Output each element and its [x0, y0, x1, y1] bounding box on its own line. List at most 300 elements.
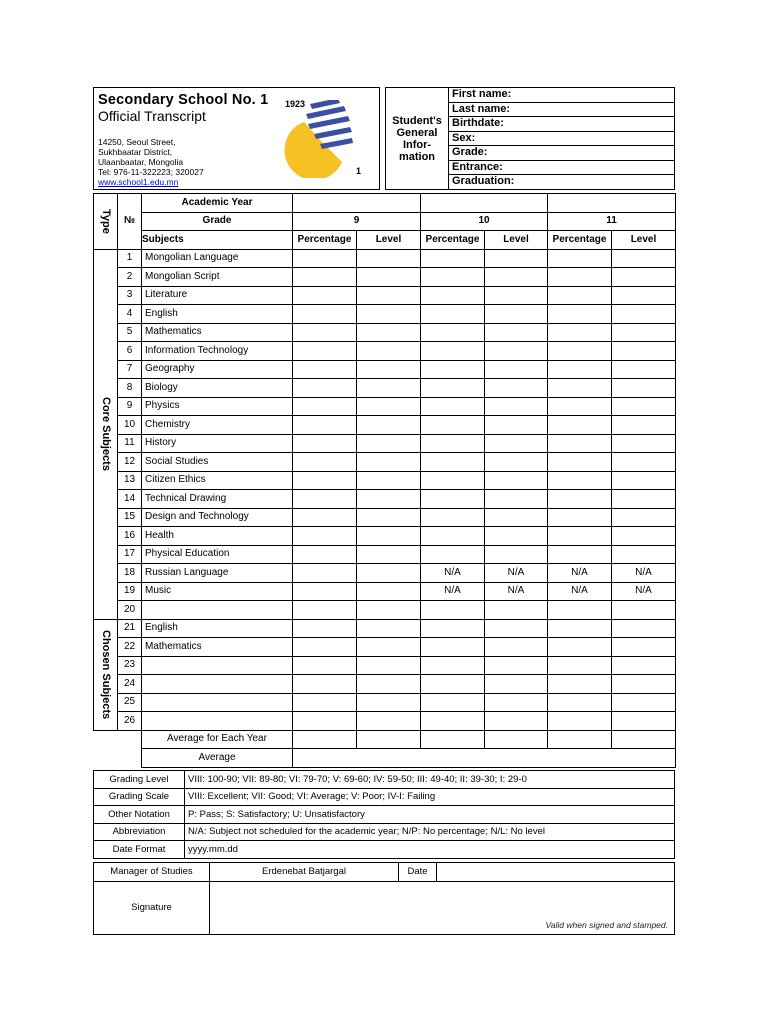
percentage-cell[interactable] [421, 527, 485, 546]
percentage-cell[interactable] [548, 656, 612, 675]
grade-field[interactable]: Grade: [449, 146, 674, 161]
percentage-cell[interactable] [421, 360, 485, 379]
level-cell[interactable] [612, 397, 676, 416]
percentage-cell[interactable] [293, 360, 357, 379]
table-row [94, 582, 676, 601]
level-cell[interactable] [612, 268, 676, 287]
level-cell[interactable] [612, 434, 676, 453]
percentage-cell[interactable] [548, 305, 612, 324]
level-cell[interactable] [357, 471, 421, 490]
subject-number: 21 [118, 619, 142, 638]
address-line: 14250, Seoul Street, [98, 137, 176, 147]
website-link[interactable]: www.school1.edu.mn [98, 177, 179, 187]
grades-table [93, 193, 676, 768]
level-cell[interactable] [485, 693, 548, 712]
level-cell[interactable] [485, 453, 548, 472]
percentage-cell[interactable] [548, 268, 612, 287]
phone-line: Tel: 976-11-322223; 320027 [98, 167, 204, 177]
percentage-cell[interactable] [548, 397, 612, 416]
subject-name: Technical Drawing [142, 490, 293, 509]
table-row [94, 360, 676, 379]
percentage-cell[interactable] [421, 286, 485, 305]
table-row [94, 471, 676, 490]
level-cell[interactable] [612, 638, 676, 657]
legend-label: Other Notation [94, 806, 185, 824]
level-cell[interactable] [357, 490, 421, 509]
core-type-cell [94, 249, 118, 619]
table-row [94, 453, 676, 472]
subject-number: 17 [118, 545, 142, 564]
level-cell[interactable] [357, 453, 421, 472]
legend-value: N/A: Subject not scheduled for the academic year; N/P: No percentage; N/L: No level [185, 823, 675, 841]
average-year-cell[interactable] [421, 730, 485, 749]
subject-name: English [142, 619, 293, 638]
percentage-cell[interactable] [293, 305, 357, 324]
subject-name: Mathematics [142, 323, 293, 342]
percentage-cell[interactable] [421, 712, 485, 731]
percentage-cell[interactable] [421, 416, 485, 435]
student-info-heading: Student's General Infor- mation [386, 88, 449, 189]
percentage-cell: N/A [548, 564, 612, 583]
percentage-cell[interactable] [548, 379, 612, 398]
percentage-cell[interactable] [293, 434, 357, 453]
level-cell[interactable] [612, 675, 676, 694]
percentage-cell[interactable] [421, 656, 485, 675]
percentage-cell[interactable] [548, 693, 612, 712]
percentage-cell[interactable] [421, 305, 485, 324]
level-cell[interactable] [485, 675, 548, 694]
level-cell[interactable] [612, 249, 676, 268]
subject-number: 1 [118, 249, 142, 268]
last-name-field[interactable]: Last name: [449, 102, 674, 117]
percentage-cell[interactable] [293, 490, 357, 509]
empty-cell [94, 749, 142, 768]
percentage-cell[interactable] [548, 675, 612, 694]
subject-name: Mongolian Script [142, 268, 293, 287]
percentage-cell[interactable] [548, 712, 612, 731]
percentage-cell[interactable] [548, 601, 612, 620]
level-cell[interactable] [485, 712, 548, 731]
percentage-cell[interactable] [421, 453, 485, 472]
average-year-cell[interactable] [485, 730, 548, 749]
subject-number: 2 [118, 268, 142, 287]
subject-number: 8 [118, 379, 142, 398]
percentage-cell[interactable] [548, 527, 612, 546]
percentage-cell[interactable] [421, 471, 485, 490]
percentage-cell[interactable] [421, 693, 485, 712]
legend-value: P: Pass; S: Satisfactory; U: Unsatisfactory [185, 806, 675, 824]
level-cell[interactable] [612, 656, 676, 675]
level-cell[interactable] [612, 490, 676, 509]
level-cell[interactable] [485, 397, 548, 416]
percentage-cell[interactable] [293, 342, 357, 361]
percentage-cell[interactable] [421, 675, 485, 694]
percentage-cell[interactable] [293, 582, 357, 601]
percentage-cell[interactable] [548, 416, 612, 435]
subject-name [142, 693, 293, 712]
subject-number: 19 [118, 582, 142, 601]
level-cell[interactable] [357, 323, 421, 342]
percentage-cell[interactable] [548, 545, 612, 564]
subject-number: 9 [118, 397, 142, 416]
subject-name: Physics [142, 397, 293, 416]
subject-name: Mathematics [142, 638, 293, 657]
school-name: Secondary School No. 1 [98, 92, 269, 108]
subject-number: 16 [118, 527, 142, 546]
level-cell[interactable] [612, 323, 676, 342]
subject-name: Music [142, 582, 293, 601]
document-title: Official Transcript [98, 108, 206, 124]
average-year-row [94, 730, 676, 749]
level-cell[interactable] [485, 249, 548, 268]
average-year-cell[interactable] [612, 730, 676, 749]
percentage-cell[interactable] [548, 360, 612, 379]
grade-header: Grade [142, 212, 293, 231]
table-row [94, 675, 676, 694]
level-cell[interactable] [357, 675, 421, 694]
level-cell[interactable] [357, 545, 421, 564]
percentage-cell: N/A [421, 564, 485, 583]
level-cell[interactable] [485, 527, 548, 546]
level-header: Level [485, 231, 548, 250]
table-row [94, 601, 676, 620]
table-row [94, 638, 676, 657]
percentage-cell[interactable] [421, 508, 485, 527]
level-cell[interactable] [485, 342, 548, 361]
percentage-cell[interactable] [421, 638, 485, 657]
legend-label: Abbreviation [94, 823, 185, 841]
percentage-cell[interactable] [293, 675, 357, 694]
manager-name: Erdenebat Batjargal [210, 863, 399, 882]
type-header: Type [94, 194, 118, 250]
level-header: Level [612, 231, 676, 250]
percentage-cell[interactable] [293, 638, 357, 657]
percentage-cell[interactable] [421, 379, 485, 398]
percentage-cell[interactable] [421, 619, 485, 638]
table-row [94, 305, 676, 324]
subjects-header: Subjects [142, 231, 293, 250]
table-row [94, 268, 676, 287]
percentage-cell[interactable] [293, 397, 357, 416]
subject-name: Biology [142, 379, 293, 398]
student-info-box [385, 87, 675, 190]
level-cell[interactable] [612, 360, 676, 379]
subject-number: 25 [118, 693, 142, 712]
percentage-cell[interactable] [548, 323, 612, 342]
level-cell[interactable] [357, 638, 421, 657]
level-cell[interactable] [485, 323, 548, 342]
legend-label: Grading Scale [94, 788, 185, 806]
student-info-table [449, 88, 674, 189]
percentage-cell[interactable] [293, 564, 357, 583]
level-cell[interactable] [357, 249, 421, 268]
level-cell[interactable] [612, 286, 676, 305]
level-cell[interactable] [485, 508, 548, 527]
table-row [94, 434, 676, 453]
table-row [94, 693, 676, 712]
table-row [94, 379, 676, 398]
signature-field[interactable] [210, 881, 675, 934]
level-cell[interactable] [485, 416, 548, 435]
legend-value: VIII: Excellent; VII: Good; VI: Average; V: Poor; IV-I: Failing [185, 788, 675, 806]
subject-number: 12 [118, 453, 142, 472]
academic-year-cell-10[interactable] [421, 194, 548, 213]
subject-name [142, 712, 293, 731]
table-row [94, 564, 676, 583]
percentage-cell: N/A [548, 582, 612, 601]
subject-number: 6 [118, 342, 142, 361]
percentage-cell[interactable] [293, 712, 357, 731]
subject-number: 4 [118, 305, 142, 324]
percentage-cell[interactable] [293, 471, 357, 490]
subject-name: English [142, 305, 293, 324]
table-row [94, 416, 676, 435]
level-cell[interactable] [612, 416, 676, 435]
subject-number: 7 [118, 360, 142, 379]
level-cell[interactable] [357, 416, 421, 435]
level-cell[interactable] [612, 712, 676, 731]
average-year-cell[interactable] [293, 730, 357, 749]
table-row [94, 397, 676, 416]
level-cell[interactable] [357, 342, 421, 361]
subject-number: 22 [118, 638, 142, 657]
percentage-cell[interactable] [421, 601, 485, 620]
subject-name: Information Technology [142, 342, 293, 361]
signature-table [93, 862, 675, 935]
subject-name [142, 675, 293, 694]
level-cell[interactable] [612, 342, 676, 361]
average-cell[interactable] [293, 749, 676, 768]
average-year-cell[interactable] [548, 730, 612, 749]
level-cell[interactable] [612, 601, 676, 620]
legend-table [93, 770, 675, 859]
sex-field[interactable]: Sex: [449, 131, 674, 146]
percentage-cell[interactable] [548, 249, 612, 268]
percentage-cell[interactable] [293, 268, 357, 287]
core-type-label: Core Subjects [100, 397, 112, 471]
level-cell[interactable] [485, 360, 548, 379]
percentage-cell[interactable] [293, 619, 357, 638]
level-cell[interactable] [357, 360, 421, 379]
percentage-header: Percentage [421, 231, 485, 250]
school-logo-icon [282, 100, 362, 178]
average-each-year-label: Average for Each Year [142, 730, 293, 749]
logo-number: 1 [356, 166, 362, 176]
level-cell[interactable] [357, 582, 421, 601]
level-cell: N/A [612, 564, 676, 583]
level-cell[interactable] [485, 286, 548, 305]
percentage-cell[interactable] [293, 323, 357, 342]
average-label: Average [142, 749, 293, 768]
table-row [94, 342, 676, 361]
subject-number: 14 [118, 490, 142, 509]
level-cell: N/A [485, 564, 548, 583]
address-line: Sukhbaatar District, [98, 147, 173, 157]
subject-name: Literature [142, 286, 293, 305]
subject-name: Social Studies [142, 453, 293, 472]
level-cell[interactable] [485, 619, 548, 638]
chosen-type-cell [94, 619, 118, 730]
grade-9-header: 9 [293, 212, 421, 231]
date-field[interactable] [437, 863, 675, 882]
percentage-cell[interactable] [421, 268, 485, 287]
subject-name: Physical Education [142, 545, 293, 564]
subject-number: 3 [118, 286, 142, 305]
percentage-cell[interactable] [548, 434, 612, 453]
subject-number: 10 [118, 416, 142, 435]
level-cell[interactable] [357, 268, 421, 287]
level-cell[interactable] [612, 305, 676, 324]
level-cell[interactable] [485, 490, 548, 509]
percentage-cell[interactable] [293, 286, 357, 305]
level-cell[interactable] [612, 379, 676, 398]
percentage-cell[interactable] [293, 545, 357, 564]
subject-number: 5 [118, 323, 142, 342]
level-cell: N/A [485, 582, 548, 601]
grades-table-body [94, 194, 676, 768]
percentage-cell: N/A [421, 582, 485, 601]
subject-name: Mongolian Language [142, 249, 293, 268]
level-cell[interactable] [357, 508, 421, 527]
table-row [94, 323, 676, 342]
legend-value: yyyy.mm.dd [185, 841, 675, 859]
percentage-cell[interactable] [548, 286, 612, 305]
entrance-field[interactable]: Entrance: [449, 160, 674, 175]
percentage-cell[interactable] [293, 379, 357, 398]
percentage-cell[interactable] [421, 490, 485, 509]
subject-number: 18 [118, 564, 142, 583]
empty-cell [94, 730, 142, 749]
subject-number: 24 [118, 675, 142, 694]
valid-note: Valid when signed and stamped. [545, 920, 668, 930]
signature-label: Signature [94, 881, 210, 934]
address-line: Ulaanbaatar, Mongolia [98, 157, 184, 167]
table-row [94, 656, 676, 675]
percentage-cell[interactable] [293, 416, 357, 435]
graduation-field[interactable]: Graduation: [452, 175, 515, 188]
percentage-cell[interactable] [293, 249, 357, 268]
level-cell[interactable] [357, 397, 421, 416]
school-header [93, 87, 380, 190]
level-cell[interactable] [485, 656, 548, 675]
grade-10-header: 10 [421, 212, 548, 231]
level-cell[interactable] [357, 601, 421, 620]
number-header: № [118, 194, 142, 250]
level-cell[interactable] [485, 601, 548, 620]
legend-label: Grading Level [94, 771, 185, 789]
percentage-cell[interactable] [421, 545, 485, 564]
percentage-header: Percentage [293, 231, 357, 250]
percentage-cell[interactable] [293, 453, 357, 472]
school-address [98, 137, 204, 187]
table-row [94, 249, 676, 268]
level-cell[interactable] [485, 638, 548, 657]
percentage-cell[interactable] [548, 638, 612, 657]
subject-name [142, 601, 293, 620]
table-row [94, 286, 676, 305]
subject-number: 20 [118, 601, 142, 620]
table-row [94, 545, 676, 564]
subject-name [142, 656, 293, 675]
table-row [94, 508, 676, 527]
subject-number: 23 [118, 656, 142, 675]
level-cell[interactable] [612, 471, 676, 490]
level-cell[interactable] [485, 471, 548, 490]
level-cell[interactable] [357, 379, 421, 398]
level-cell[interactable] [485, 305, 548, 324]
level-cell[interactable] [485, 379, 548, 398]
level-cell[interactable] [357, 693, 421, 712]
percentage-cell[interactable] [548, 619, 612, 638]
table-row [94, 712, 676, 731]
percentage-cell[interactable] [548, 508, 612, 527]
level-cell[interactable] [612, 619, 676, 638]
level-cell[interactable] [612, 693, 676, 712]
percentage-cell[interactable] [421, 397, 485, 416]
level-cell[interactable] [357, 564, 421, 583]
academic-year-header: Academic Year [142, 194, 293, 213]
level-cell[interactable] [357, 712, 421, 731]
grade-11-header: 11 [548, 212, 676, 231]
level-cell[interactable] [357, 656, 421, 675]
percentage-cell[interactable] [421, 249, 485, 268]
percentage-cell[interactable] [548, 471, 612, 490]
percentage-cell[interactable] [293, 527, 357, 546]
percentage-cell[interactable] [293, 656, 357, 675]
percentage-cell[interactable] [548, 490, 612, 509]
level-cell[interactable] [612, 545, 676, 564]
percentage-cell[interactable] [293, 601, 357, 620]
level-cell[interactable] [357, 619, 421, 638]
level-cell[interactable] [357, 434, 421, 453]
legend-value: VIII: 100-90; VII: 89-80; VI: 79-70; V: 69-60; IV: 59-50; III: 49-40; II: 39-30; I: 29-0 [185, 771, 675, 789]
date-label: Date [399, 863, 437, 882]
level-cell[interactable] [357, 305, 421, 324]
subject-name: Geography [142, 360, 293, 379]
level-cell[interactable] [485, 268, 548, 287]
level-cell[interactable] [357, 527, 421, 546]
level-cell[interactable] [612, 508, 676, 527]
subject-name: Design and Technology [142, 508, 293, 527]
level-cell: N/A [612, 582, 676, 601]
average-row [94, 749, 676, 768]
level-cell[interactable] [357, 286, 421, 305]
percentage-cell[interactable] [421, 434, 485, 453]
academic-year-cell-9[interactable] [293, 194, 421, 213]
percentage-cell[interactable] [293, 508, 357, 527]
academic-year-cell-11[interactable] [548, 194, 676, 213]
level-cell[interactable] [485, 434, 548, 453]
percentage-cell[interactable] [548, 342, 612, 361]
table-row [94, 490, 676, 509]
level-cell[interactable] [612, 527, 676, 546]
birthdate-field[interactable]: Birthdate: [449, 117, 674, 132]
subject-number: 26 [118, 712, 142, 731]
percentage-cell[interactable] [293, 693, 357, 712]
subject-name: Russian Language [142, 564, 293, 583]
subject-number: 15 [118, 508, 142, 527]
table-row [94, 619, 676, 638]
percentage-cell[interactable] [548, 453, 612, 472]
subject-name: Health [142, 527, 293, 546]
level-cell[interactable] [612, 453, 676, 472]
legend-label: Date Format [94, 841, 185, 859]
level-cell[interactable] [485, 545, 548, 564]
average-year-cell[interactable] [357, 730, 421, 749]
percentage-cell[interactable] [421, 342, 485, 361]
percentage-cell[interactable] [421, 323, 485, 342]
first-name-field[interactable]: First name: [449, 88, 674, 102]
